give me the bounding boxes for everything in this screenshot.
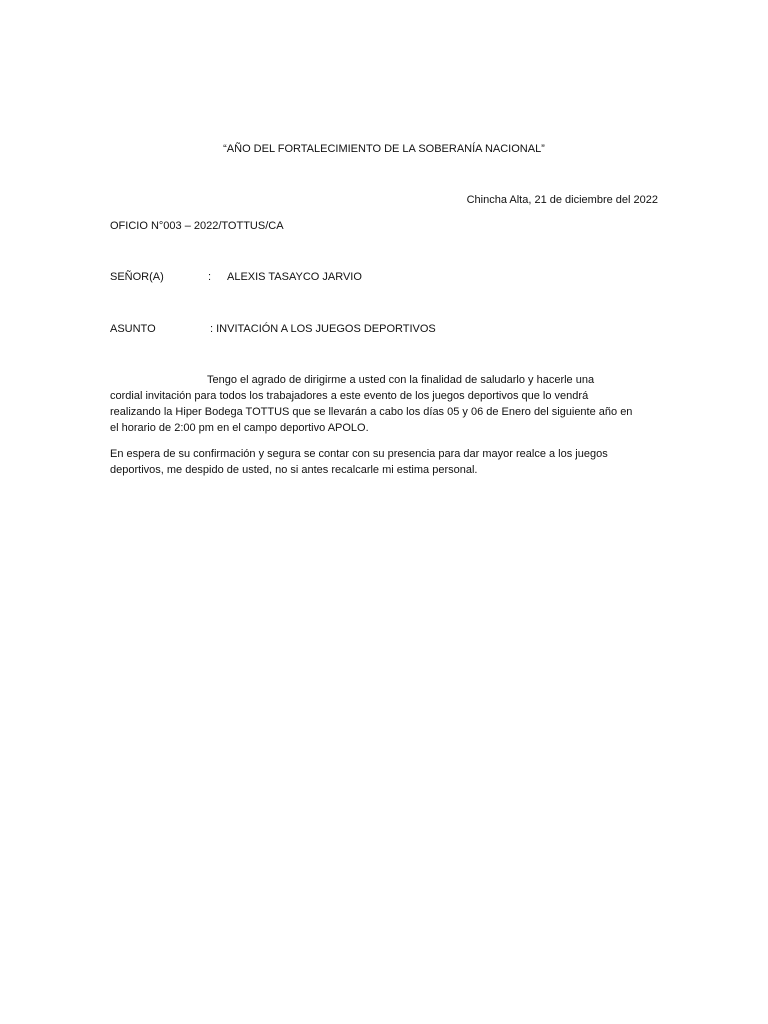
place-date: Chincha Alta, 21 de diciembre del 2022	[466, 194, 658, 206]
paragraph-line: deportivos, me despido de usted, no si antes recalcarle mi estima personal.	[110, 464, 478, 476]
recipient-name: ALEXIS TASAYCO JARVIO	[227, 271, 362, 283]
paragraph-line: realizando la Hiper Bodega TOTTUS que se llevarán a cabo los días 05 y 06 de Enero del siguiente año en	[110, 406, 633, 418]
paragraph-line: Tengo el agrado de dirigirme a usted con la finalidad de saludarlo y hacerle una	[207, 374, 595, 386]
oficio-number: OFICIO N°003 – 2022/TOTTUS/CA	[110, 220, 284, 232]
body-paragraph-invitation	[110, 372, 660, 436]
paragraph-line: En espera de su confirmación y segura se contar con su presencia para dar mayor realce a los juegos	[110, 448, 608, 460]
subject-value: : INVITACIÓN A LOS JUEGOS DEPORTIVOS	[210, 323, 436, 335]
subject-label: ASUNTO	[110, 323, 156, 335]
recipient-colon: :	[208, 271, 212, 283]
year-motto-heading: “AÑO DEL FORTALECIMIENTO DE LA SOBERANÍA NACIONAL”	[223, 143, 545, 155]
paragraph-line: el horario de 2:00 pm en el campo deportivo APOLO.	[110, 422, 369, 434]
recipient-label: SEÑOR(A)	[110, 271, 164, 283]
body-paragraph-closing	[110, 446, 660, 478]
paragraph-line: cordial invitación para todos los trabajadores a este evento de los juegos deportivos que lo vendrá	[110, 390, 589, 402]
